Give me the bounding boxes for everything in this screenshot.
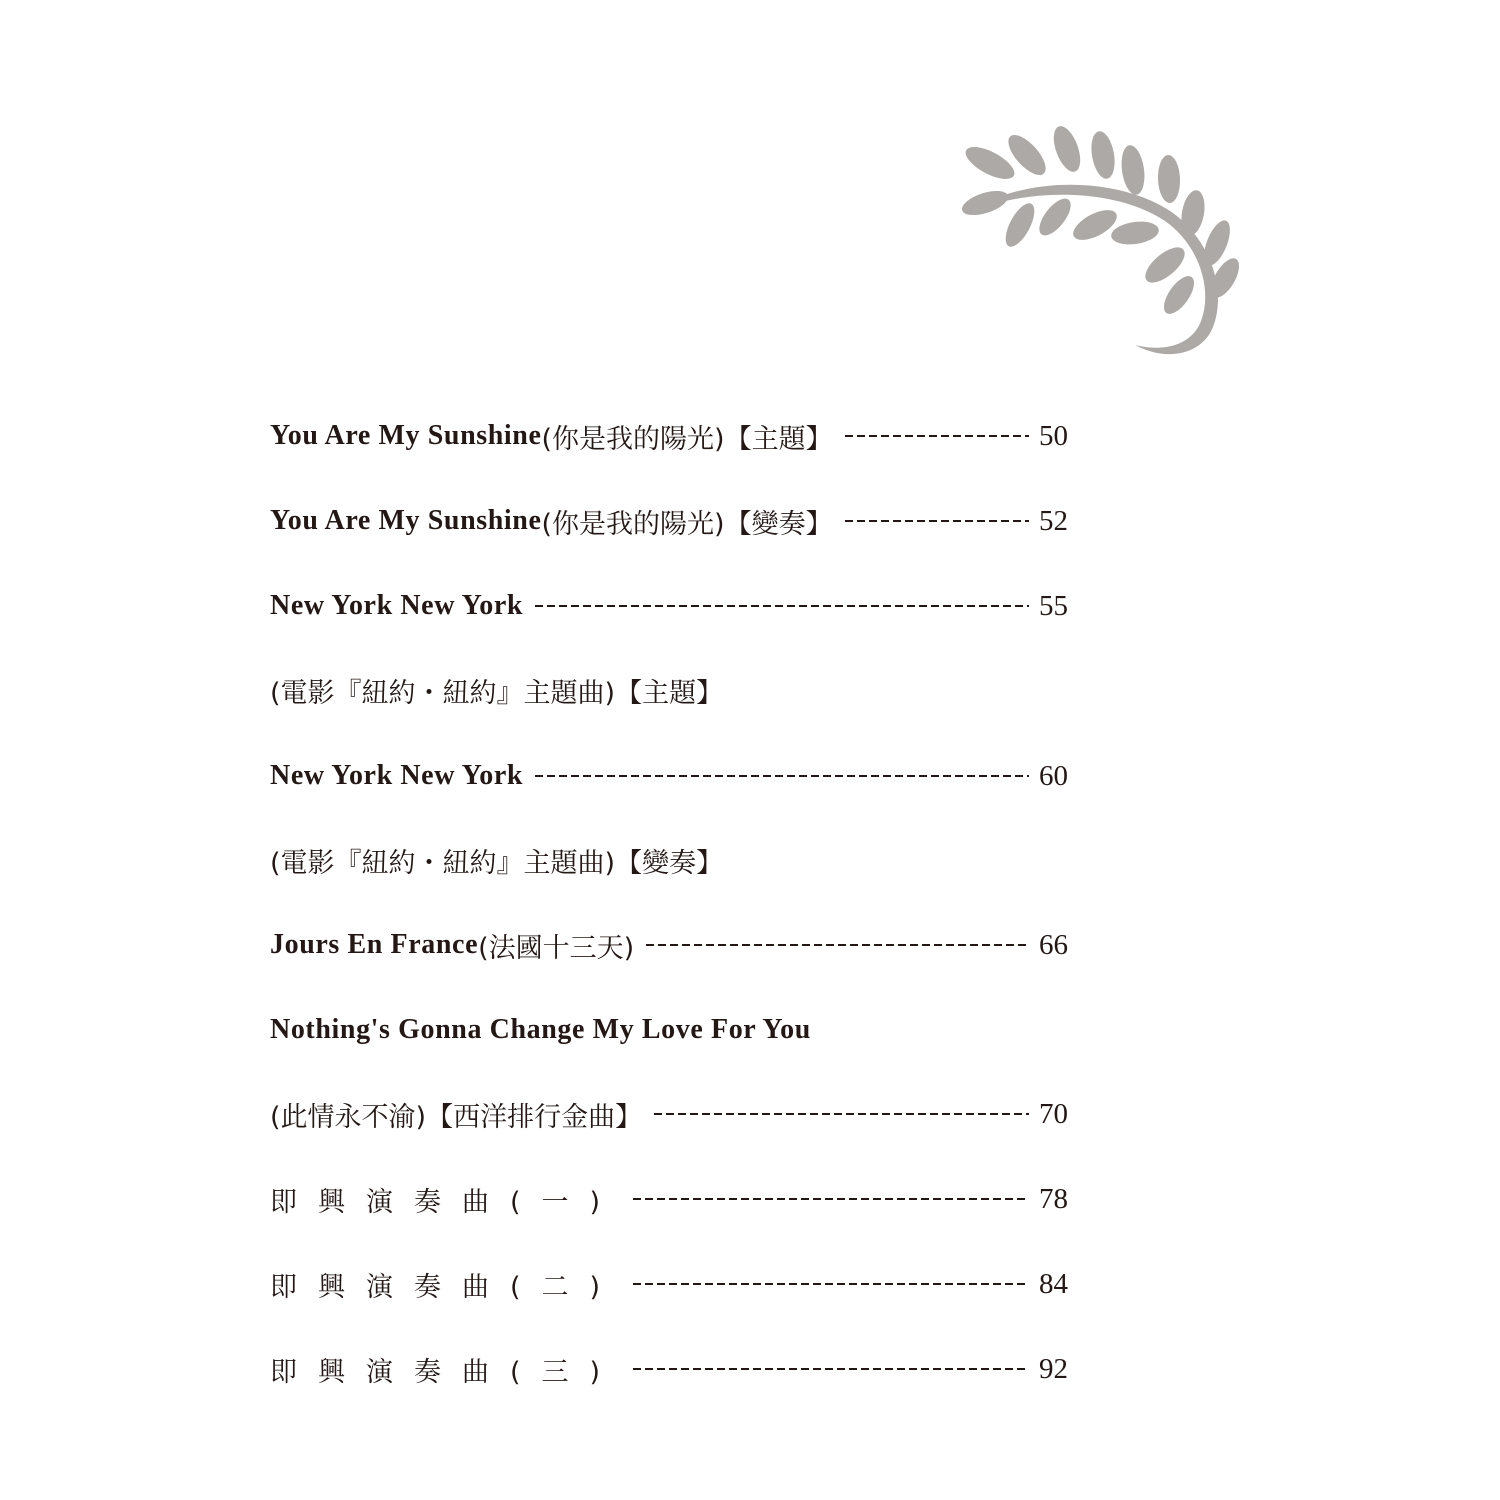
dot-leader [633, 1198, 1029, 1200]
entry-title-zh: (此情永不渝)【西洋排行金曲】 [270, 1101, 643, 1133]
dot-leader [535, 605, 1029, 607]
entry-page-number: 92 [1039, 1352, 1068, 1385]
toc-entry[interactable] [270, 756, 1068, 796]
entry-title-en: You Are My Sunshine [270, 420, 542, 451]
entry-title-zh: (你是我的陽光)【變奏】 [541, 508, 833, 540]
entry-subtitle-zh: (電影『紐約・紐約』主題曲)【變奏】 [270, 847, 724, 879]
entry-title-en: New York New York [270, 590, 524, 621]
dot-leader [633, 1368, 1029, 1370]
dot-leader [845, 520, 1029, 522]
entry-page-number: 55 [1039, 589, 1068, 622]
toc-entry[interactable] [270, 1094, 1068, 1134]
entry-title-zh: (法國十三天) [478, 932, 635, 964]
dot-leader [633, 1283, 1029, 1285]
entry-page-number: 84 [1039, 1267, 1068, 1300]
toc-entry[interactable] [270, 1179, 1068, 1219]
entry-page-number: 78 [1039, 1182, 1068, 1215]
entry-page-number: 70 [1039, 1097, 1068, 1130]
toc-entry[interactable] [270, 925, 1068, 965]
toc-entry[interactable] [270, 501, 1068, 541]
toc-entry-subtitle [270, 840, 1068, 880]
entry-page-number: 50 [1039, 419, 1068, 452]
entry-title-en: Jours En France [270, 929, 479, 960]
toc-entry[interactable] [270, 1349, 1068, 1389]
entry-subtitle-zh: (電影『紐約・紐約』主題曲)【主題】 [270, 677, 724, 709]
entry-title-en: New York New York [270, 760, 524, 791]
entry-title-zh: 即興演奏曲(一) [270, 1186, 622, 1218]
dot-leader [646, 944, 1029, 946]
entry-page-number: 52 [1039, 504, 1068, 537]
entry-title-zh: (你是我的陽光)【主題】 [541, 423, 833, 455]
entry-title-en: Nothing's Gonna Change My Love For You [270, 1014, 811, 1045]
dot-leader [845, 435, 1029, 437]
toc-entry[interactable] [270, 416, 1068, 456]
leaf-branch-icon [955, 115, 1255, 370]
entry-page-number: 66 [1039, 928, 1068, 961]
dot-leader [654, 1113, 1029, 1115]
dot-leader [535, 775, 1029, 777]
toc-entry-subtitle [270, 670, 1068, 710]
entry-page-number: 60 [1039, 759, 1068, 792]
toc-entry[interactable] [270, 1264, 1068, 1304]
entry-title-zh: 即興演奏曲(二) [270, 1271, 622, 1303]
entry-title-zh: 即興演奏曲(三) [270, 1356, 622, 1388]
toc-entry[interactable] [270, 586, 1068, 626]
entry-title-en: You Are My Sunshine [270, 505, 542, 536]
toc-entry[interactable] [270, 1010, 1068, 1050]
